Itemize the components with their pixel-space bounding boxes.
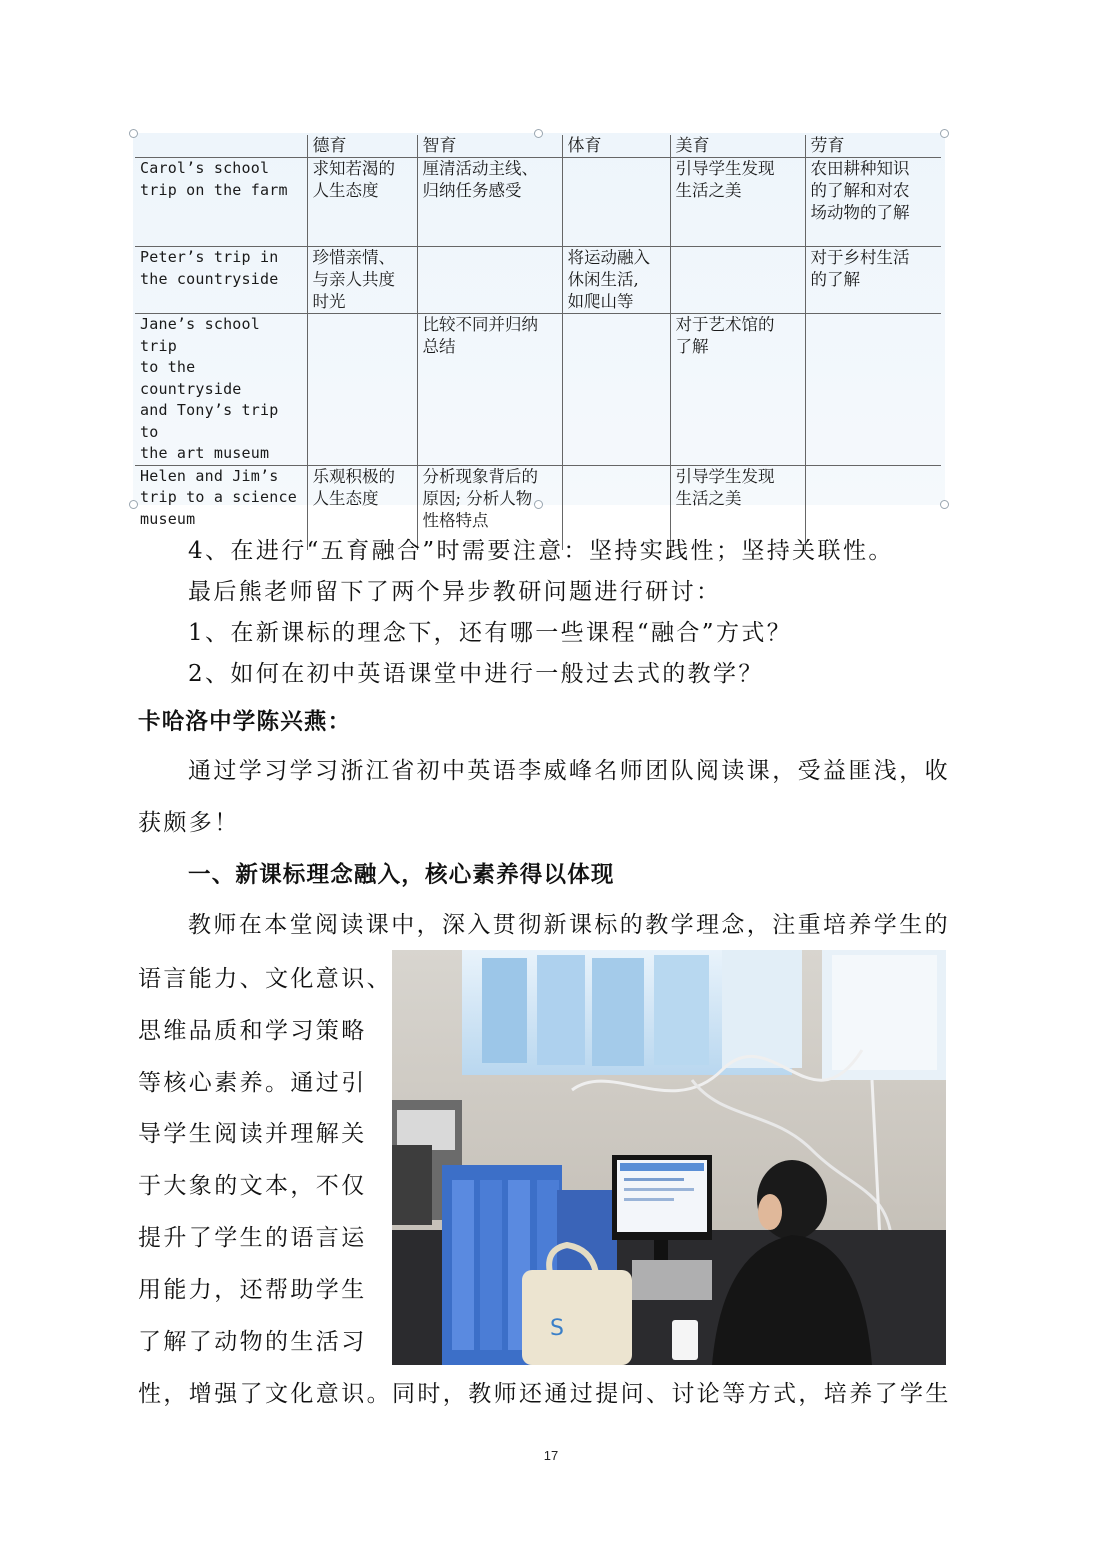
cell-line: 时光 (312, 292, 346, 311)
table-cell (417, 247, 562, 314)
cell-line: 人生态度 (312, 488, 379, 508)
table-header-cell: 智育 (417, 135, 562, 158)
table-header-row (135, 135, 941, 158)
cell-line: 求知若渴的 (312, 159, 395, 178)
table-header-cell: 劳育 (805, 135, 941, 158)
cell-line: 对于艺术馆的 (675, 315, 775, 334)
wrapped-text-line: 提升了学生的语言运 (138, 1225, 367, 1251)
cell-line: the countryside (140, 269, 279, 288)
svg-text:S: S (550, 1316, 564, 1341)
table-cell (670, 247, 805, 314)
resize-handle-icon[interactable] (940, 129, 949, 138)
cell-line: 生活之美 (675, 181, 742, 200)
cell-line: 了解 (675, 337, 709, 356)
cell-line: trip on the farm (140, 180, 288, 199)
cell-line: Helen and Jim’s (140, 466, 279, 485)
page-number: 17 (543, 1448, 559, 1463)
wrapped-text-line: 了解了动物的生活习 (138, 1328, 367, 1355)
cell-line: 引导学生发现 (675, 159, 775, 178)
cell-line: 引导学生发现 (675, 466, 775, 486)
cell-line: 比较不同并归纳 (422, 315, 538, 334)
wrapped-text-line: 等核心素养。通过引 (138, 1069, 367, 1096)
table-cell (417, 314, 562, 466)
cell-line: 人生态度 (312, 181, 379, 200)
cell-line: museum (140, 509, 196, 528)
table-cell (670, 158, 805, 247)
five-education-table (135, 135, 941, 550)
table-cell (307, 247, 417, 314)
wrapped-text-line: 用能力，还帮助学生 (138, 1276, 367, 1303)
body-paragraph-continued: 性，增强了文化意识。同时，教师还通过提问、讨论等方式，培养了学生 (138, 1381, 951, 1407)
cell-line: 将运动融入 (567, 248, 650, 267)
intro-paragraph-line1: 通过学习学习浙江省初中英语李威峰名师团队阅读课，受益匪浅，收 (188, 758, 950, 784)
section-heading-author: 卡哈洛中学陈兴燕： (138, 709, 352, 735)
cell-line: 珍惜亲情、 (312, 248, 395, 267)
trip-title-cell (135, 158, 307, 247)
wrapped-text-line: 导学生阅读并理解关 (138, 1121, 367, 1148)
cell-line: 厘清活动主线、 (422, 159, 538, 178)
cell-line: 农田耕种知识 (810, 159, 910, 178)
trip-title-cell (135, 314, 307, 466)
table-cell (307, 314, 417, 466)
table-cell (562, 247, 670, 314)
table-cell (805, 314, 941, 466)
table-cell (805, 247, 941, 314)
cell-line: to the countryside (140, 358, 242, 398)
cell-line: 对于乡村生活 (810, 248, 910, 267)
classroom-photo (392, 950, 946, 1365)
cell-line: 如爬山等 (567, 292, 634, 311)
wrapped-text-line: 思维品质和学习策略 (138, 1017, 367, 1044)
cell-line: 与亲人共度 (312, 270, 395, 289)
table-cell (805, 158, 941, 247)
cell-line: 原因; 分析人物 (422, 488, 533, 508)
wrapped-text-line: 于大象的文本，不仅 (138, 1173, 367, 1200)
table-row (135, 314, 941, 466)
table-cell (670, 314, 805, 466)
body-paragraph: 教师在本堂阅读课中，深入贯彻新课标的教学理念，注重培养学生的 (188, 912, 950, 938)
note-paragraph: 4、在进行“五育融合”时需要注意：坚持实践性；坚持关联性。 (188, 538, 894, 564)
table-row (135, 247, 941, 314)
question-2: 2、如何在初中英语课堂中进行一般过去式的教学？ (188, 661, 764, 687)
cell-line: 的了解 (810, 270, 860, 289)
cell-line: Peter’s trip in (140, 248, 279, 266)
question-intro: 最后熊老师留下了两个异步教研问题进行研讨： (188, 579, 722, 605)
table-header-cell: 体育 (562, 135, 670, 158)
cell-line: trip to a science (140, 488, 297, 506)
trip-title-cell (135, 247, 307, 314)
cell-line: the art museum (140, 444, 270, 462)
table-cell (307, 158, 417, 247)
cell-line: 总结 (422, 337, 456, 356)
cell-line: 场动物的了解 (810, 203, 910, 222)
wrapped-text-line: 语言能力、文化意识、 (138, 966, 392, 992)
table-cell (562, 314, 670, 466)
intro-paragraph-line2: 获颇多！ (138, 810, 240, 836)
cell-line: 分析现象背后的 (422, 466, 538, 486)
cell-line: 乐观积极的 (312, 466, 395, 486)
table-header-cell (135, 135, 307, 158)
cell-line: 休闲生活, (567, 270, 639, 289)
table-header-cell: 美育 (670, 135, 805, 158)
cell-line: and Tony’s trip to (140, 401, 279, 441)
cell-line: Carol’s school (140, 159, 270, 177)
five-education-table-block (133, 133, 945, 530)
subsection-heading: 一、新课标理念融入，核心素养得以体现 (188, 862, 615, 888)
cell-line: 归纳任务感受 (422, 181, 522, 200)
table-cell (562, 158, 670, 247)
cell-line: 性格特点 (422, 510, 489, 530)
question-1: 1、在新课标的理念下，还有哪一些课程“融合”方式？ (188, 620, 793, 646)
table-cell (417, 158, 562, 247)
resize-handle-icon[interactable] (940, 500, 949, 509)
cell-line: 的了解和对农 (810, 181, 910, 200)
table-header-cell: 德育 (307, 135, 417, 158)
table-row (135, 158, 941, 247)
cell-line: 生活之美 (675, 488, 742, 508)
cell-line: Jane’s school trip (140, 315, 260, 355)
